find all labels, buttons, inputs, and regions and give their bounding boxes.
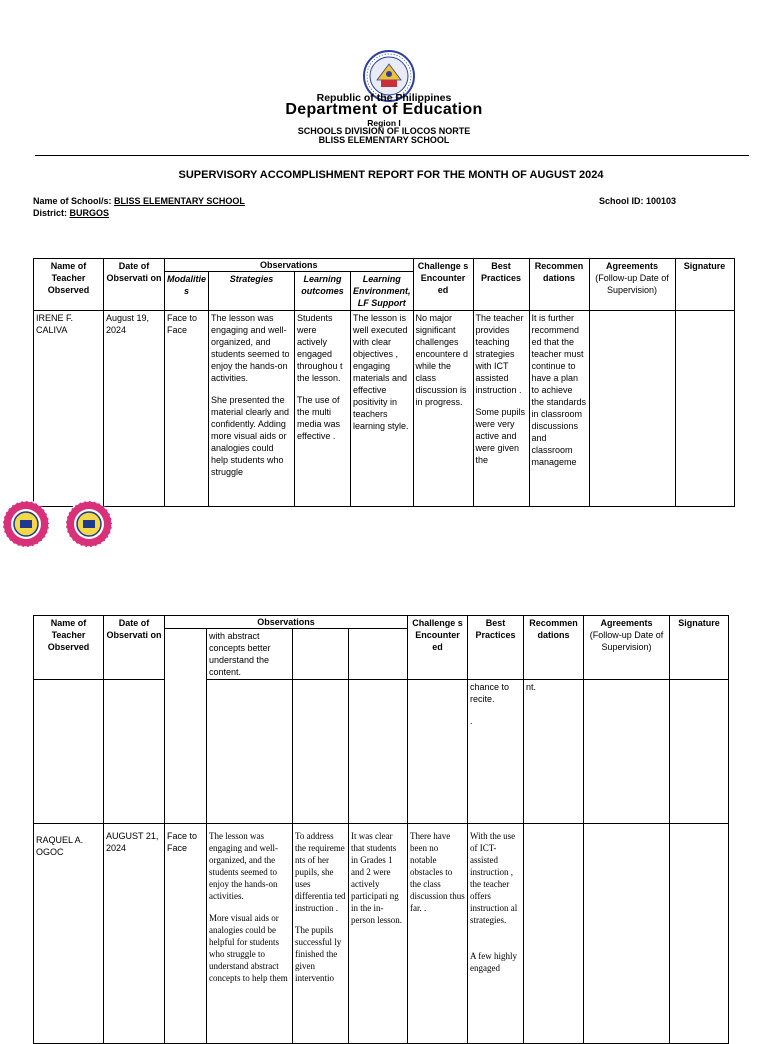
agreements-sublabel: (Follow-up Date of Supervision): [595, 273, 669, 295]
col-environment-header: Learning Environment, LF Support: [351, 272, 414, 311]
strategies-cell: with abstract concepts better understand the content.: [207, 629, 293, 680]
col-recommendations-header: Recommen dations: [529, 259, 589, 311]
best-practices-paragraph: With the use of ICT-assisted instruction , the teacher offers instruction al strategies.: [470, 831, 518, 925]
col-observations-header: Observations: [165, 616, 408, 629]
environment-cell: [349, 629, 408, 680]
challenges-cell: No major significant challenges encountere d while the class discussion is in progress.: [413, 311, 473, 507]
recommendations-cell: It is further recommend ed that the teacher must continue to have a plan to achieve the standards in classroom discussions and classroom manageme: [529, 311, 589, 507]
col-date-header: Date of Observati on: [104, 259, 165, 311]
strategies-paragraph: More visual aids or analogies could be helpful for students who struggle to understand abstract concepts to help them: [209, 913, 288, 983]
school-seal-icon: [65, 500, 113, 548]
strategies-cell: [207, 680, 293, 824]
division-label: SCHOOLS DIVISION OF ILOCOS NORTE: [297, 126, 471, 136]
strategies-paragraph: She presented the material clearly and confidently. Adding more visual aids or analogies could help students who struggle: [211, 395, 290, 477]
modality-cell: Face to Face: [165, 824, 207, 1044]
col-best-practices-header: Best Practices: [468, 616, 524, 680]
signature-cell: [675, 311, 734, 507]
best-practices-paragraph: Some pupils were very active and were given the: [475, 407, 526, 465]
col-challenges-header: Challenge s Encounter ed: [408, 616, 468, 680]
strategies-cell: [207, 824, 293, 1044]
col-best-practices-header: Best Practices: [473, 259, 529, 311]
agreements-cell: [584, 680, 670, 824]
col-signature-header: Signature: [670, 616, 729, 680]
col-strategies-header: Strategies: [209, 272, 295, 311]
col-date-header: Date of Observati on: [104, 616, 165, 680]
col-signature-header: Signature: [675, 259, 734, 311]
district-line: [33, 208, 109, 218]
outcomes-paragraph: The pupils successful ly finished the given interventio: [295, 925, 342, 983]
best-practices-cell: [468, 680, 524, 824]
header-divider: [35, 155, 749, 156]
col-modalities-header: Modalitie s: [165, 272, 209, 311]
col-teacher-header: Name of Teacher Observed: [34, 259, 104, 311]
observation-date: AUGUST 21, 2024: [104, 824, 165, 1044]
outcomes-paragraph: The use of the multi media was effective .: [297, 395, 341, 441]
agreements-cell: [584, 824, 670, 1044]
modality-cell: [165, 629, 207, 680]
teacher-name: RAQUEL A. OGOC: [34, 824, 104, 1044]
recommendations-cell: nt.: [524, 680, 584, 824]
best-practices-paragraph: chance to recite.: [470, 682, 510, 704]
best-practices-paragraph: .: [470, 716, 473, 726]
school-name-label: Name of School/s:: [33, 196, 112, 206]
agreements-label: Agreements: [600, 618, 653, 628]
school-name-value: BLISS ELEMENTARY SCHOOL: [114, 196, 245, 206]
table-row: [34, 824, 729, 1044]
col-outcomes-header: Learning outcomes: [295, 272, 351, 311]
environment-cell: The lesson is well executed with clear objectives , engaging materials and effective positivity in teachers learning style.: [351, 311, 414, 507]
outcomes-paragraph: To address the requireme nts of her pupils, she uses differentia ted instruction .: [295, 831, 346, 913]
outcomes-cell: [295, 311, 351, 507]
col-recommendations-header: Recommen dations: [524, 616, 584, 680]
environment-cell: It was clear that students in Grades 1 and 2 were actively participati ng in the in-person lesson.: [349, 824, 408, 1044]
agreements-label: Agreements: [606, 261, 659, 271]
department-title: Department of Education: [285, 101, 483, 118]
modality-cell: [165, 680, 207, 824]
challenges-cell: [408, 680, 468, 824]
teacher-name: IRENE F. CALIVA: [34, 311, 104, 507]
school-id: School ID: 100103: [599, 196, 677, 206]
district-value: BURGOS: [69, 208, 110, 218]
environment-cell: [349, 680, 408, 824]
col-teacher-header: Name of Teacher Observed: [34, 616, 104, 680]
observation-date: [104, 680, 165, 824]
outcomes-cell: [293, 680, 349, 824]
signature-cell: [670, 680, 729, 824]
signature-cell: [670, 824, 729, 1044]
col-observations-header: Observations: [165, 259, 414, 272]
best-practices-paragraph: A few highly engaged: [470, 951, 517, 973]
recommendations-cell: [524, 824, 584, 1044]
col-agreements-header: [584, 616, 670, 680]
best-practices-cell: [468, 824, 524, 1044]
outcomes-paragraph: Students were actively engaged throughou t the lesson.: [297, 313, 343, 383]
district-label: District:: [33, 208, 68, 218]
table-row: [34, 680, 729, 824]
strategies-cell: [209, 311, 295, 507]
outcomes-cell: [293, 824, 349, 1044]
strategies-paragraph: The lesson was engaging and well-organized, and students seemed to enjoy the hands-on activities.: [211, 313, 290, 383]
challenges-cell: There have been no notable obstacles to the class discussion thus far. .: [408, 824, 468, 1044]
agreements-cell: [589, 311, 675, 507]
republic-label: Republic of the Philippines: [316, 92, 452, 104]
report-table-1: [33, 258, 735, 507]
table-row: [34, 311, 735, 507]
modality-cell: Face to Face: [165, 311, 209, 507]
agreements-sublabel: (Follow-up Date of Supervision): [589, 630, 664, 652]
school-seal-icon: [2, 500, 50, 548]
outcomes-cell: [293, 629, 349, 680]
region-label: Region I: [367, 118, 401, 128]
report-table-2: [33, 615, 729, 1044]
best-practices-paragraph: The teacher provides teaching strategies with ICT assisted instruction .: [475, 313, 524, 395]
best-practices-cell: [473, 311, 529, 507]
school-label: BLISS ELEMENTARY SCHOOL: [318, 135, 450, 145]
col-challenges-header: Challenge s Encounter ed: [413, 259, 473, 311]
col-agreements-header: [589, 259, 675, 311]
observation-date: August 19, 2024: [104, 311, 165, 507]
teacher-name: [34, 680, 104, 824]
report-title: SUPERVISORY ACCOMPLISHMENT REPORT FOR THE MONTH OF AUGUST 2024: [178, 169, 604, 181]
strategies-paragraph: The lesson was engaging and well-organized, and the students seemed to enjoy the hands-on activities.: [209, 831, 278, 901]
school-name-line: [33, 196, 245, 206]
